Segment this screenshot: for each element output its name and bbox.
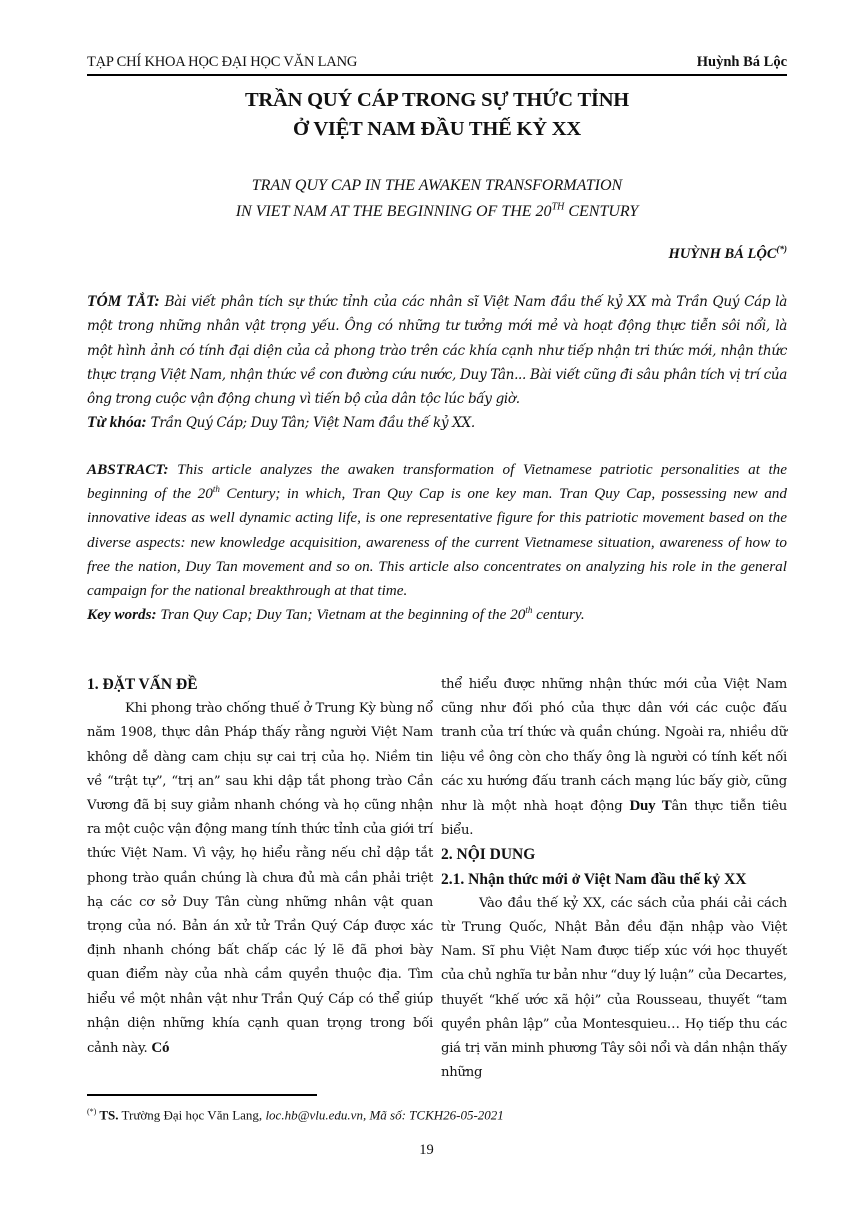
abstract-vi-text: Bài viết phân tích sự thức tỉnh của các nhân sĩ Việt Nam đầu thế kỷ XX mà Trần Quý Cáp là một trong những nhân vật trọng yếu. Ông có những tư tưởng mới mẻ và hoạt động thực tiễn sôi nổi, là một hình ảnh có tính đại diện của cả phong trào trên các khía cạnh như tiếp nhận tri thức mới, nhận thức thực trạng Việt Nam, nhận thức về con đường cứu nước, Duy Tân... Bài viết cũng đi sâu phân tích vị trí của ông trong cuộc vận động chung vì tiến bộ của dân tộc lúc bấy giờ. (87, 294, 787, 408)
section-1-end-text: ân thực tiễn tiêu biểu. (441, 799, 787, 839)
title-en-line-2-text: IN VIET NAM AT THE BEGINNING OF THE 20 (235, 203, 552, 220)
abstract-en-label: ABSTRACT: (87, 461, 169, 478)
author-name: HUỲNH BÁ LỘC (668, 245, 777, 262)
footnote-title: TS. (96, 1107, 119, 1123)
footnote (87, 1103, 787, 1124)
abstract-english (87, 458, 787, 627)
abstract-en-text-1: This article analyzes the awaken transformation of Vietnamese patriotic personalities at the beginning of the 20 (87, 461, 787, 503)
running-header (87, 52, 787, 76)
body-column-left (87, 673, 433, 1061)
keywords-vi (87, 411, 787, 435)
section-1-heading: 1. ĐẶT VẤN ĐỀ (87, 676, 198, 693)
abstract-vi-label: TÓM TẮT: (87, 293, 160, 310)
title-en-line-2 (87, 199, 787, 225)
footnote-code: , Mã số: TCKH26-05-2021 (362, 1107, 504, 1123)
keywords-en-end: century. (532, 606, 585, 624)
footnote-affiliation: Trường Đại học Văn Lang, (118, 1107, 266, 1123)
header-author: Huỳnh Bá Lộc (696, 54, 787, 70)
title-en-superscript: TH (551, 201, 565, 213)
keywords-en-label: Key words: (87, 606, 157, 624)
keywords-en-superscript: th (525, 605, 533, 616)
section-2-heading: 2. NỘI DUNG (441, 846, 536, 864)
author-footnote-mark: (*) (776, 244, 787, 254)
section-2-1-paragraph: Vào đầu thế kỷ XX, các sách của phái cải cách từ Trung Quốc, Nhật Bản đều đặn nhập vào Việt Nam. Sĩ phu Việt Nam được tiếp xúc với học thuyết của chủ nghĩa tư bản như “duy lý luận” của Decartes, thuyết “khế ước xã hội” của Rousseau, thuyết “tam quyền phân lập” của Montesquieu… Họ tiếp thu các giá trị văn minh phương Tây sôi nổi và dần nhận thấy những (441, 895, 787, 1081)
title-english (87, 173, 787, 225)
footnote-email: loc.hb@vlu.edu.vn (265, 1107, 363, 1123)
title-vi-line-2: Ở VIỆT NAM ĐẦU THẾ KỶ XX (293, 118, 581, 140)
abstract-en-text-2: Century; in which, Tran Quy Cap is one key man. Tran Quy Cap, possessing new and innovative ideas as well dynamic acting life, is one representative figure for this patriotic movement based on the diverse aspects: new knowledge acquisition, awareness of the current Vietnamese situation, awareness of how to free the nation, Duy Tan movement and so on. This article also concentrates on analyzing his role in the general campaign for the national breakthrough at that time. (87, 485, 787, 600)
abstract-en-superscript: th (212, 484, 220, 495)
keywords-vi-text: Trần Quý Cáp; Duy Tân; Việt Nam đầu thế kỷ XX. (146, 415, 475, 432)
keywords-vi-label: Từ khóa: (87, 414, 147, 432)
section-1-paragraph-part-2 (441, 673, 787, 843)
page-number: 19 (419, 1142, 434, 1158)
title-vi-line-1: TRẦN QUÝ CÁP TRONG SỰ THỨC TỈNH (244, 89, 630, 111)
keywords-en (87, 603, 787, 627)
body-column-right (441, 673, 787, 1085)
section-1-bold-word: Có (151, 1040, 170, 1057)
journal-name: TẠP CHÍ KHOA HỌC ĐẠI HỌC VĂN LANG (87, 54, 358, 70)
footnote-separator (87, 1094, 317, 1096)
title-en-line-1: TRAN QUY CAP IN THE AWAKEN TRANSFORMATION (251, 177, 623, 194)
abstract-en-body (87, 458, 787, 603)
abstract-vi-body (87, 290, 787, 411)
section-1-continued-text: thể hiểu được những nhận thức mới của Việt Nam cũng như đối phó của thực dân với các cuộc đấu tranh của trí thức và quần chúng. Ngoài ra, nhiều dữ liệu về ông còn cho thấy ông là người có tính kết nối các xu hướng đấu tranh cách mạng lúc bấy giờ, cũng như là một nhà hoạt động (441, 677, 787, 815)
author-byline (669, 244, 787, 263)
keywords-en-text: Tran Quy Cap; Duy Tan; Vietnam at the beginning of the 20 (156, 606, 526, 624)
footnote-mark: (*) (87, 1107, 97, 1116)
title-vietnamese (87, 86, 787, 144)
section-1-paragraph-part-1 (87, 697, 433, 1061)
title-en-line-2-end: CENTURY (564, 203, 639, 220)
section-1-bold-duy-tan: Duy T (629, 798, 672, 815)
abstract-vietnamese (87, 290, 787, 436)
section-2-1-heading: 2.1. Nhận thức mới ở Việt Nam đầu thế kỷ XX (441, 870, 747, 888)
section-1-text: Khi phong trào chống thuế ở Trung Kỳ bùng nổ năm 1908, thực dân Pháp thấy rằng người Việt Nam không dễ dàng cam chịu sự cai trị của họ. Niềm tin về “trật tự”, “trị an” sau khi dập tắt phong trào Cần Vương đã bị suy giảm nhanh chóng và họ cũng nhận ra một cuộc vận động mang tính thức tỉnh của giới trí thức Việt Nam. Vì vậy, họ hiểu rằng nếu chỉ dập tắt phong trào quần chúng là chưa đủ mà cần phải triệt hạ các cơ sở Duy Tân cùng những nhân vật quan trọng của nó. Bản án xử tử Trần Quý Cáp được xác định nhanh chóng bất chấp các lý lẽ đã phơi bày quan điểm này của nhà cầm quyền thuộc địa. Tìm hiểu về một nhân vật như Trần Quý Cáp có thể giúp nhận diện những khía cạnh quan trọng trong bối cảnh này. (87, 701, 433, 1057)
